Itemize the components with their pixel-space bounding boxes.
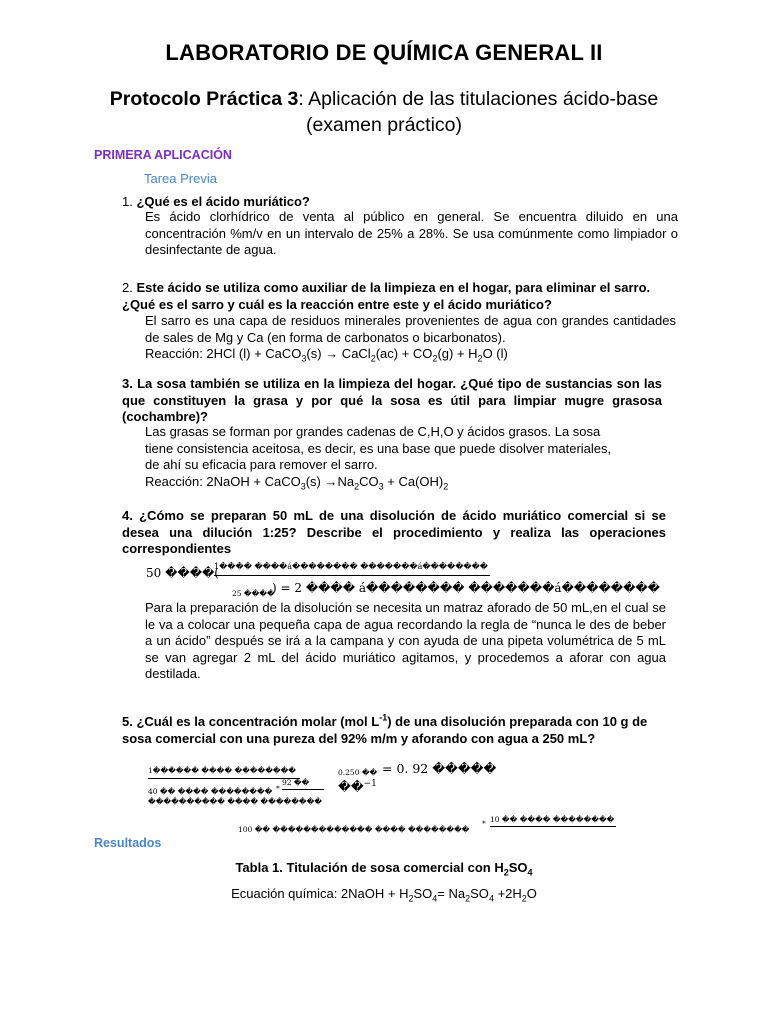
dilution-formula-lead: 50 ����( [146,566,219,580]
answer-3-line-2: tiene consistencia aceitosa, es decir, es una base que puede disolver materiales, [145,440,612,456]
question-5-number: 5. [122,714,137,730]
question-5: 5. ¿Cuál es la concentración molar (mol $L^{-1}$) de una disolución preparada con 10 g de sosa comercial con una pureza del 92% m/m y aforando con agua a 250 mL? [122,713,648,746]
molarity-formula-bottom: 40 �� ���� �������� [148,787,273,796]
reaction-3: Reacción: 2NaOH + CaCO$_3$(s) $\to Na_2CO_3 + Ca(OH)_2$ [145,473,449,492]
molarity-star-1: * [276,784,280,793]
reaction-2: Reacción: 2HCl (l) + CaCO$_3$(s) → CaCl$_2$(ac) + $CO_2(g) + H_2O$ (l) [145,346,508,364]
dilution-formula-result: ) = 2 ���� á�������� �������á�������� [272,581,660,595]
question-3-text: La sosa también se utiliza en la limpieza del hogar. ¿Qué tipo de sustancias son las que constituyen la grasa y por qué la sosa es útil para limpiar mugre grasosa (cochambre)? [122,376,662,424]
question-4-number: 4. [122,508,140,523]
volume-denominator: 0.250 �� [338,768,378,777]
document-title: LABORATORIO DE QUÍMICA GENERAL II [165,40,603,65]
section-resultados: Resultados [94,836,162,850]
question-3-number: 3. [122,376,138,391]
question-5-text-a: ¿Cuál es la concentración molar (mol L [136,714,380,730]
question-1-number: 1. [122,194,137,209]
question-2-number: 2. [122,280,137,295]
molarity-fraction-bar-2 [282,789,324,790]
answer-2: El sarro es una capa de residuos minerales provenientes de agua con grandes cantidades de sales de Mg y Ca (en forma de carbonatos o bicarbonatos). [145,313,676,345]
question-4-text: ¿Cómo se preparan 50 mL de una disolución de ácido muriático comercial si se desea una dilución 1:25? Describe el procedimiento y realiza las operaciones correspondientes [122,508,666,556]
purity-calc-left: 100 �� ������������� ���� �������� [238,825,470,834]
protocol-label: Protocolo Práctica 3 [109,88,299,110]
question-1-text: ¿Qué es el ácido muriático? [136,194,310,209]
question-4 [122,508,666,558]
answer-3-line-3: de ahí su eficacia para remover el sarro. [145,457,378,472]
purity-fraction-bottom: ���������� ���� �������� [148,797,322,806]
purity-calc-bar [490,826,616,827]
table-1-caption: Tabla 1. Titulación de sosa comercial con $H_2SO_4$ [235,860,533,878]
molarity-result: = 0. 92 ����� [382,761,497,776]
molarity-unit: ��$^{-1}$ [338,779,377,795]
question-3 [122,376,662,426]
section-primera-aplicacion: PRIMERA APLICACIÓN [94,148,232,162]
answer-1: Es ácido clorhídrico de venta al público en general. Se encuentra diluido en una concentración %m/v en un intervalo de 25% a 28%. Se usa comúnmente como limpiador o desinfectante de agua. [145,209,678,257]
answer-3-line-1: Las grasas se forman por grandes cadenas de C,H,O y ácidos grasos. La sosa [145,424,601,439]
question-2-text: Este ácido se utiliza como auxiliar de la limpieza en el hogar, para eliminar el sarro. ¿Qué es el sarro y cuál es la reacción entre este y el ácido muriático? [122,280,651,312]
purity-calc-right: 10 �� ���� �������� [490,815,615,824]
section-tarea-previa: Tarea Previa [144,171,217,186]
molarity-fraction-bar-1 [148,778,300,779]
molarity-formula-top: 1������ ���� �������� [148,766,296,775]
question-5-text-b: ) de una disolución preparada con 10 g de sosa comercial con una pureza del 92% m/m y aforando con agua a 250 mL? [122,714,648,746]
answer-4: Para la preparación de la disolución se necesita un matraz aforado de 50 mL,en el cual se le va a colocar una pequeña capa de agua recordando la regla de “nunca le des de beber a un ácido” después se irá a la campana y con ayuda de una pipeta volumétrica de 5 mL se van agregar 2 mL del ácido muriático agitamos, y procedemos a aforar con agua destilada. [145,600,666,681]
dilution-formula-numerator: 1���� ����á�������� �������á�������� [214,562,489,571]
answer-3 [145,424,665,495]
purity-fraction-top: 92 �� [282,778,310,787]
dilution-formula-denominator: 25 ���� [232,589,275,598]
protocol-topic-line2: (examen práctico) [305,114,463,136]
purity-calc-star: * [482,819,486,828]
question-2 [122,280,678,313]
chemical-equation: Ecuación química: 2NaOH + $H_2SO_4= Na_2SO_4 +2H_2O$ [231,886,537,904]
dilution-fraction-bar [214,575,490,576]
protocol-topic: : Aplicación de las titulaciones ácido-base [298,88,659,110]
protocol-subtitle [60,86,708,138]
